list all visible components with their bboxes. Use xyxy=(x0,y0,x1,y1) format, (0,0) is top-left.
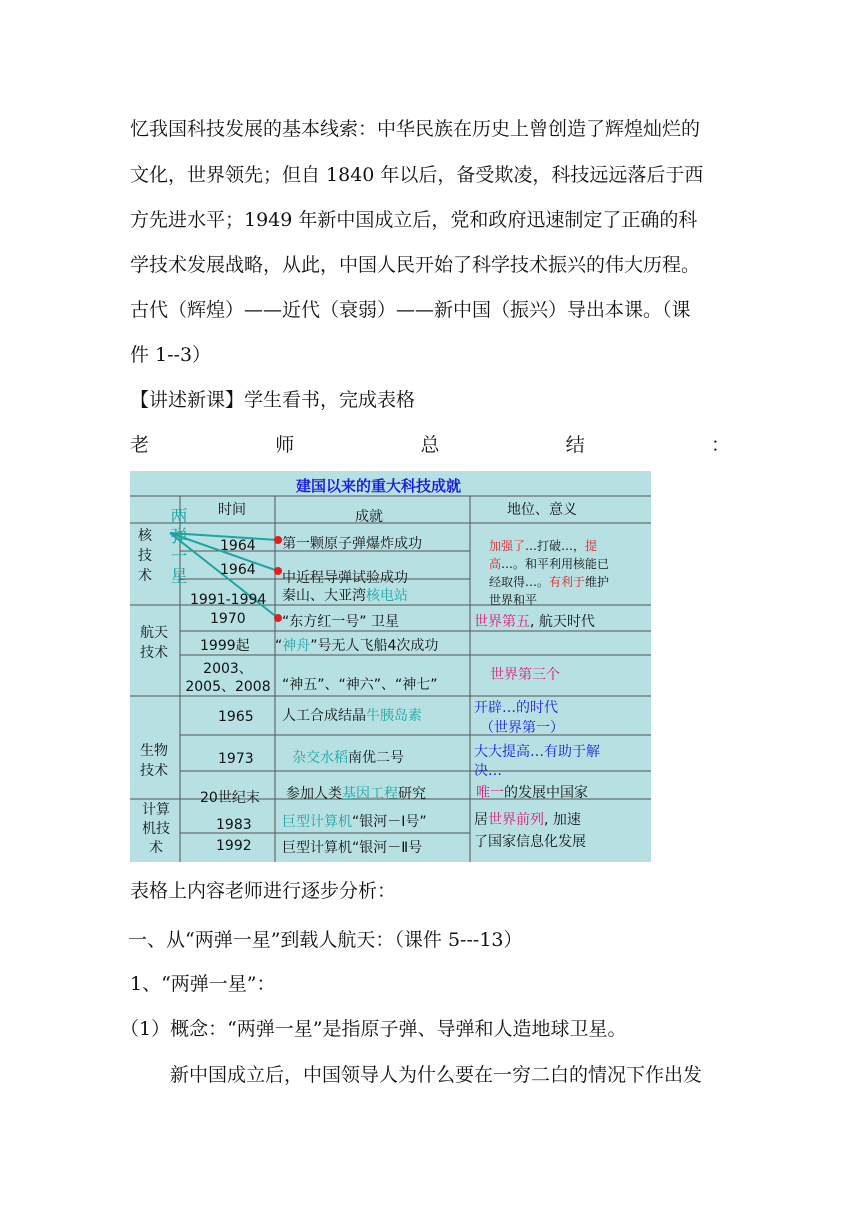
concept-line: （1）概念：“两弹一星”是指原子弹、导弹和人造地球卫星。 xyxy=(120,1018,627,1040)
category-nuclear: 核技术 xyxy=(138,528,152,584)
achievement-cell: 巨型计算机“银河－Ⅰ号” xyxy=(282,814,427,830)
category-computer: 计算机技术 xyxy=(142,802,170,856)
achievement-cell: 人工合成结晶牛胰岛素 xyxy=(282,708,422,724)
time-cell: 1999起 xyxy=(200,638,250,654)
significance-space: 世界第三个 xyxy=(490,667,560,683)
category-space: 航天技术 xyxy=(140,625,168,661)
paragraph-line: 方先进水平；1949 年新中国成立后，党和政府迅速制定了正确的科 xyxy=(130,209,698,231)
summary-char: 结 xyxy=(565,434,585,456)
table-title: 建国以来的重大科技成就 xyxy=(296,477,462,495)
significance-nuclear: 加强了…打破…，提 高…。和平利用核能已 经取得…。有利于维护 世界和平 xyxy=(489,539,610,607)
teacher-summary-line xyxy=(130,433,730,457)
achievement-cell: 杂交水稻南优二号 xyxy=(292,750,404,766)
paragraph-line: 学技术发展战略，从此，中国人民开始了科学技术振兴的伟大历程。 xyxy=(130,254,701,276)
summary-char: 老 xyxy=(130,434,150,456)
paragraph-line: 件 1--3） xyxy=(130,344,212,366)
time-cell: 1992 xyxy=(216,838,252,854)
paragraph-line: 古代（辉煌）——近代（衰弱）——新中国（振兴）导出本课。（课 xyxy=(130,299,691,321)
section-heading: 一、从“两弹一星”到载人航天：（课件 5---13） xyxy=(128,929,523,951)
new-lesson-heading: 【讲述新课】学生看书，完成表格 xyxy=(130,389,416,411)
achievement-cell: 秦山、大亚湾核电站 xyxy=(282,588,408,604)
header-time: 时间 xyxy=(218,502,246,518)
significance-bio: 开辟…的时代 xyxy=(474,700,558,716)
time-cell: 1965 xyxy=(218,709,254,725)
significance-computer: 居世界前列, 加速 了国家信息化发展 xyxy=(474,812,586,850)
time-cell: 1991-1994 xyxy=(190,592,267,608)
significance-bio: 大大提高…有助于解 xyxy=(474,744,600,760)
achievements-table xyxy=(130,471,651,862)
header-significance: 地位、意义 xyxy=(507,502,577,518)
paragraph-line: 新中国成立后，中国领导人为什么要在一穷二白的情况下作出发 xyxy=(170,1064,703,1086)
subsection-heading: 1、“两弹一星”： xyxy=(130,973,276,995)
analysis-line: 表格上内容老师进行逐步分析： xyxy=(130,880,397,902)
summary-char: 师 xyxy=(275,434,295,456)
summary-char: ： xyxy=(710,434,730,456)
achievement-cell: 中近程导弹试验成功 xyxy=(282,570,408,586)
category-bio: 生物技术 xyxy=(140,743,168,779)
time-cell: 1964 xyxy=(220,562,256,578)
achievement-cell: “神舟”号无人飞船4次成功 xyxy=(275,638,439,654)
significance-space: 世界第五, 航天时代 xyxy=(474,614,595,630)
achievement-cell: 参加人类基因工程研究 xyxy=(286,786,426,802)
time-cell: 1983 xyxy=(216,817,252,833)
paragraph-line: 忆我国科技发展的基本线索：中华民族在历史上曾创造了辉煌灿烂的 xyxy=(130,118,701,140)
time-cell: 1964 xyxy=(220,538,256,554)
significance-bio: （世界第一） xyxy=(480,720,564,736)
achievement-cell: “神五”、“神六”、“神七” xyxy=(282,677,438,693)
achievement-cell: 第一颗原子弹爆炸成功 xyxy=(282,536,422,552)
paragraph-line: 文化，世界领先；但自 1840 年以后，备受欺凌，科技远远落后于西 xyxy=(130,164,704,186)
summary-char: 总 xyxy=(420,434,440,456)
two-bombs-one-satellite-label: 两弹一星 xyxy=(170,507,188,587)
achievement-cell: 巨型计算机“银河－Ⅱ号 xyxy=(282,840,423,856)
time-cell: 1970 xyxy=(210,611,246,627)
achievement-cell: “东方红一号” 卫星 xyxy=(282,614,399,630)
significance-bio: 决… xyxy=(474,763,502,779)
time-cell: 20世纪末 xyxy=(200,790,260,806)
time-cell: 2003、2005、2008 xyxy=(185,661,271,695)
time-cell: 1973 xyxy=(218,751,254,767)
significance-bio: 唯一的发展中国家 xyxy=(476,785,588,801)
header-achievement: 成就 xyxy=(355,509,383,525)
